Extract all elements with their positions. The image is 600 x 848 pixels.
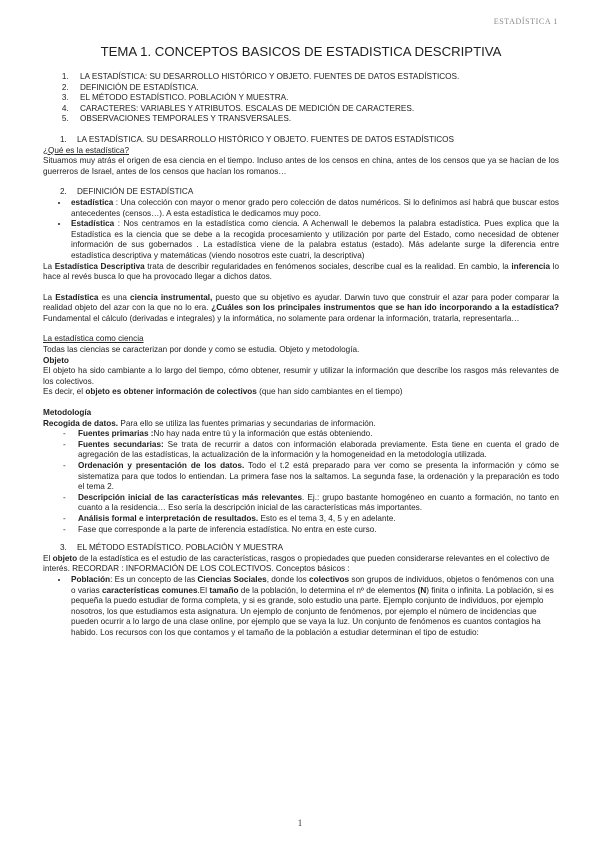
definition-item: • Estadística : Nos centramos en la estadística como ciencia. A Achenwall le debemos la palabra estadística. Pues explica que la Estadística es la ciencia que se debe a la recogida procesamiento y utilización por parte del Estado, como necesidad de obtener información de sus gobernados . La estadística viene de la palabra estatus (estado). Más adelante surge la diferencia entre estadística descriptiva y matemáticas (viendo nosotros este cuatri, la descriptiva) <box>69 219 559 261</box>
metodologia-item: - Descripción inicial de las características más relevantes. Ej.: grupo bastante homogéneo en cuanto a formación, no tanto en cuanto a la residencia… Eso sería la descripción inicial de las características más importantes. <box>78 493 559 514</box>
toc-item: 4. CARACTERES: VARIABLES Y ATRIBUTOS. ESCALAS DE MEDICIÓN DE CARACTERES. <box>71 104 559 115</box>
section-3-heading: 3. EL MÉTODO ESTADÍSTICO. POBLACIÓN Y MUESTRA <box>60 543 284 553</box>
conceptos-list <box>43 575 559 639</box>
definition-item: • estadística : Una colección con mayor o menor grado pero colección de datos numéricos. Si lo definimos así habrá que buscar estos antecedentes (censos…). A esta estadística le dedicamos muy poco. <box>69 198 559 219</box>
ciencia-paragraph: Todas las ciencias se caracterizan por donde y como se estudia. Objeto y metodología. <box>43 345 360 355</box>
objeto-summary: Es decir, el objeto es obtener información de colectivos (que han sido cambiantes en el tiempo) <box>43 387 403 397</box>
page-content <box>43 44 559 639</box>
table-of-contents <box>43 72 559 125</box>
toc-item: 3. EL MÉTODO ESTADÍSTICO. POBLACIÓN Y MUESTRA. <box>71 93 559 104</box>
metodologia-item: - Análisis formal e interpretación de resultados. Esto es el tema 3, 4, 5 y en adelante. <box>78 514 559 525</box>
objeto-estadistica-paragraph: El objeto de la estadística es el estudio de las características, rasgos o propiedades que pueden considerarse relevantes en el colectivo de interés. RECORDAR : INFORMACIÓN DE LOS COLECTIVOS. Conceptos básicos : <box>43 553 550 574</box>
metodologia-item: - Fase que corresponde a la parte de inferencia estadística. No entra en este curso. <box>78 525 559 536</box>
section-1-paragraph: Situamos muy atrás el origen de esa ciencia en el tiempo. Incluso antes de los censos en china, antes de los censos que ya se hacían de los guerreros de Israel, antes de los censos que hacían los romanos… <box>43 156 559 176</box>
page-number: 1 <box>297 818 303 828</box>
toc-item: 1. LA ESTADÍSTICA: SU DESARROLLO HISTÓRICO Y OBJETO. FUENTES DE DATOS ESTADÍSTICOS. <box>71 72 559 83</box>
section-1-question: ¿Qué es la estadística? <box>43 145 130 155</box>
section-1-heading: 1. LA ESTADÍSTICA. SU DESARROLLO HISTÓRICO Y OBJETO. FUENTES DE DATOS ESTADÍSTICOS <box>60 134 455 144</box>
descriptiva-paragraph: La Estadística Descriptiva trata de describir regularidades en fenómenos sociales, describe cual es la realidad. En cambio, la inferencia lo hace al revés busca lo que ha provocado llegar a dichos datos. <box>43 261 559 282</box>
section-2-heading: 2. DEFINICIÓN DE ESTADÍSTICA <box>60 187 194 197</box>
metodologia-item: - Ordenación y presentación de los datos. Todo el t.2 está preparado para ver como se presenta la información y cómo se sistematiza para que todos lo entiendan. La primera fase nos la saltamos. La segunda fase, la ordenación y la preparación es todo el tema 2. <box>78 461 559 493</box>
concepto-poblacion: • Población: Es un concepto de las Ciencias Sociales, donde los colectivos son grupos de individuos, objetos o fenómenos con una o varias características comunes.El tamaño de la población, lo determina el nº de elementos (N) finita o infinita. La población, si es pequeña la puedo estudiar de forma completa, y si es grande, solo estudio una parte. Ejemplo conjunto de individuos, por ejemplo nosotros, los que estudiamos esta asignatura. Un ejemplo de conjunto de fenómenos, por ejemplo el número de incidencias que pueden ocurrir a lo largo de una clase online, por ejemplo que se vaya la luz. Un conjunto de fenómenos es cuantos contagios ha habido. Los recursos con los que contamos y el tamaño de la población a estudiar determinan el tipo de estudio: <box>69 575 559 639</box>
objeto-paragraph: El objeto ha sido cambiante a lo largo del tiempo, cómo obtener, resumir y utilizar la información que describe los rasgos más relevantes de los colectivos. <box>43 366 559 386</box>
metodologia-list <box>43 429 559 535</box>
metodologia-item: - Fuentes primarias :No hay nada entre tú y la información que estás obteniendo. <box>78 429 559 440</box>
toc-item: 5. OBSERVACIONES TEMPORALES Y TRANSVERSALES. <box>71 114 559 125</box>
ciencia-heading: La estadística como ciencia <box>43 334 144 344</box>
page-title: TEMA 1. CONCEPTOS BASICOS DE ESTADISTICA DESCRIPTIVA <box>100 44 502 59</box>
recogida-paragraph: Recogida de datos. Para ello se utiliza las fuentes primarias y secundarias de información. <box>43 418 376 428</box>
definition-list <box>43 198 559 262</box>
objeto-label: Objeto <box>43 355 69 365</box>
toc-item: 2. DEFINICIÓN DE ESTADÍSTICA. <box>71 83 559 94</box>
running-header: ESTADÍSTICA 1 <box>493 17 558 26</box>
metodologia-label: Metodología <box>43 408 92 418</box>
metodologia-item: - Fuentes secundarias: Se trata de recurrir a datos con información elaborada previamente. Esta tiene en cuenta el grado de agregación de las estadísticas, la actualización de la información y la homogeneidad en la metodología utilizada. <box>78 440 559 461</box>
instrumental-paragraph: La Estadística es una ciencia instrumental, puesto que su objetivo es ayudar. Darwin tuvo que construir el azar para poder comparar la realidad objeto del azar con la que no lo era. ¿Cuáles son los principales instrumentos que se han ido incorporando a la estadística? Fundamental el cálculo (derivadas e integrales) y la informática, no solamente para ordenar la información, tratarla, representarla… <box>43 292 559 323</box>
